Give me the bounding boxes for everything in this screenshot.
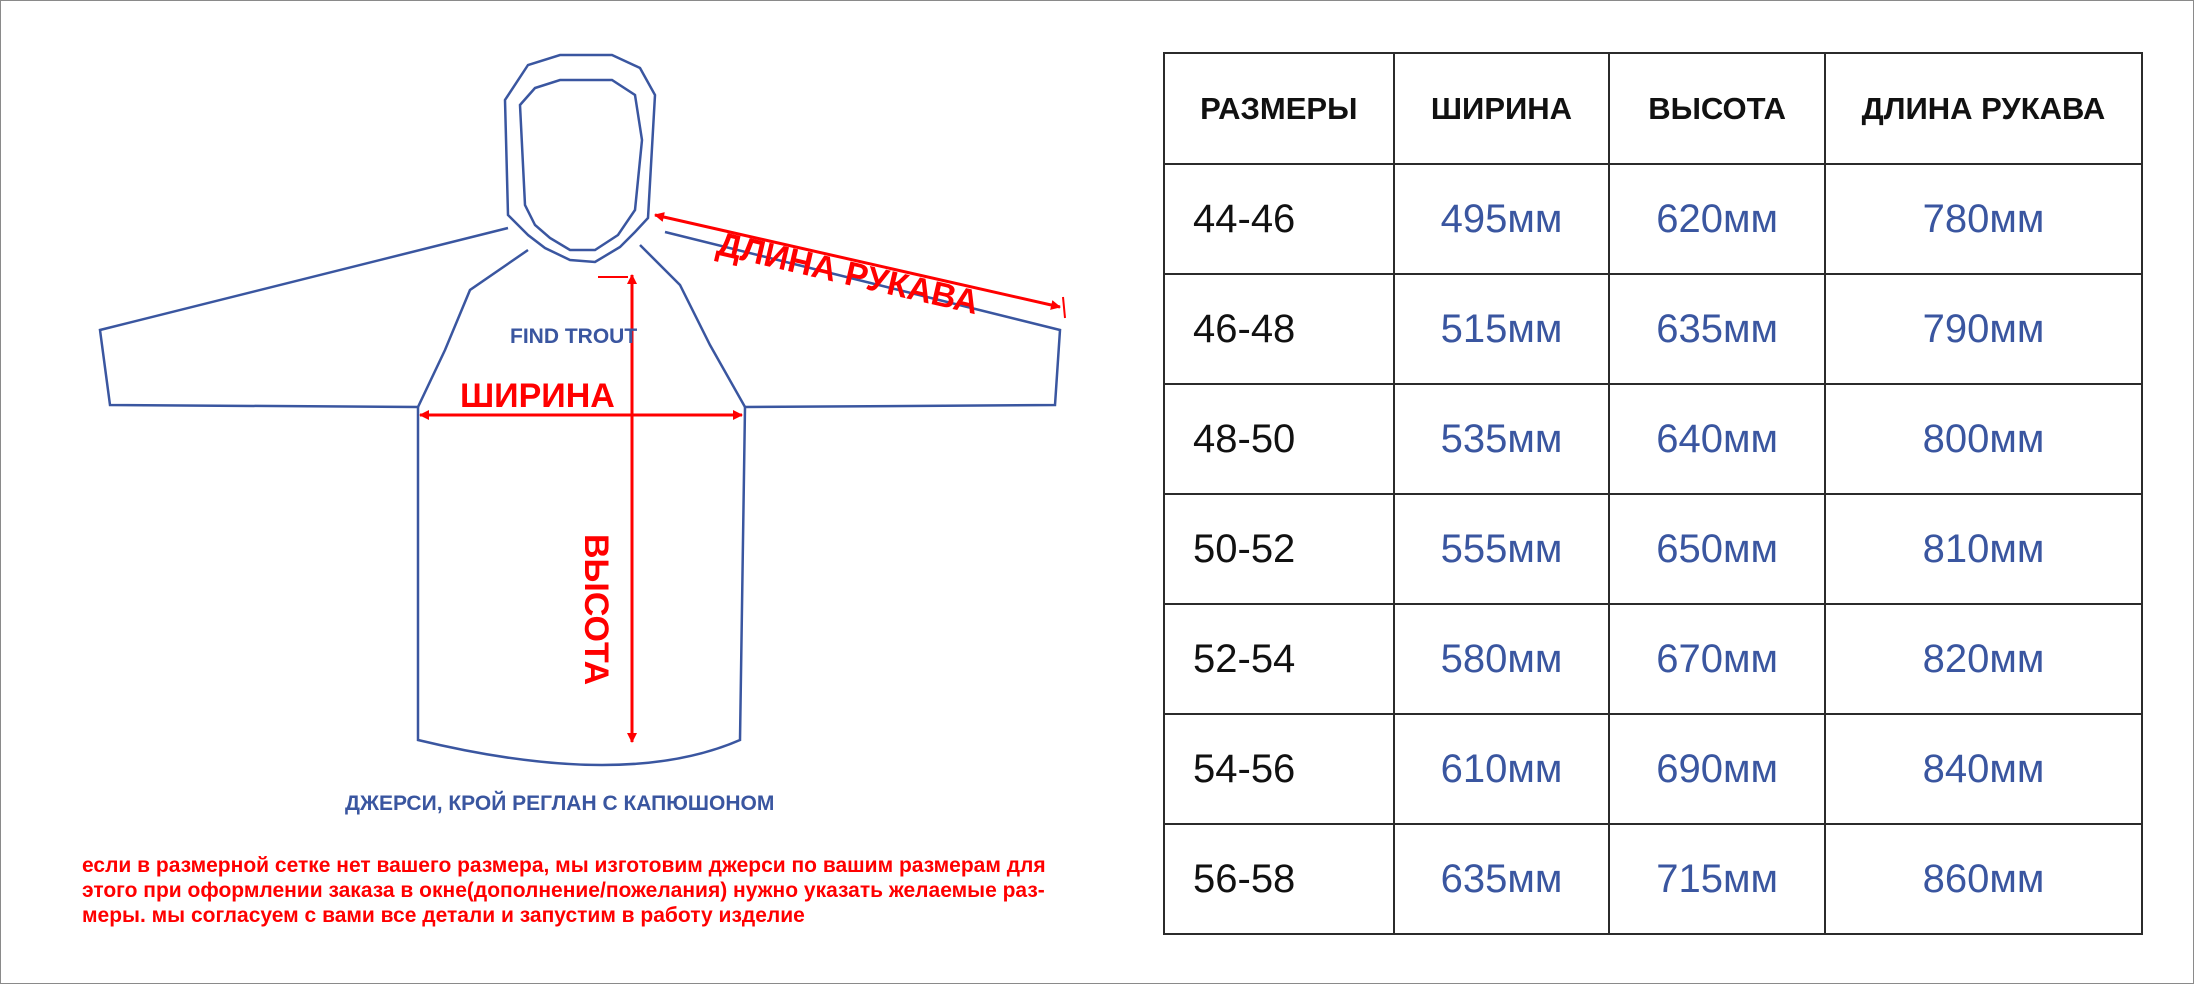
height-cell: 690мм xyxy=(1609,714,1825,824)
note-line: если в размерной сетке нет вашего размера, мы изготовим джерси по вашим размерам для xyxy=(82,854,1046,877)
sleeve-cell: 780мм xyxy=(1825,164,2142,274)
sleeve-cell: 800мм xyxy=(1825,384,2142,494)
sleeve-length-label: ДЛИНА РУКАВА xyxy=(713,225,983,323)
width-cell: 610мм xyxy=(1394,714,1610,824)
height-cell: 640мм xyxy=(1609,384,1825,494)
note-line: меры. мы согласуем с вами все детали и запустим в работу изделие xyxy=(82,904,805,927)
size-cell: 50-52 xyxy=(1164,494,1394,604)
width-cell: 555мм xyxy=(1394,494,1610,604)
hood-inner xyxy=(520,80,642,250)
hood-outer xyxy=(505,55,655,262)
width-cell: 580мм xyxy=(1394,604,1610,714)
sleeve-cell: 840мм xyxy=(1825,714,2142,824)
height-cell: 635мм xyxy=(1609,274,1825,384)
height-cell: 620мм xyxy=(1609,164,1825,274)
width-cell: 535мм xyxy=(1394,384,1610,494)
sleeve-cell: 860мм xyxy=(1825,824,2142,934)
table-header-row xyxy=(1164,53,2142,164)
right-raglan-seam xyxy=(640,245,745,407)
sleeve-tick xyxy=(1063,297,1065,318)
table-row xyxy=(1164,824,2142,934)
header-sleeve-length: ДЛИНА РУКАВА xyxy=(1825,53,2142,164)
size-cell: 44-46 xyxy=(1164,164,1394,274)
width-cell: 635мм xyxy=(1394,824,1610,934)
sleeve-cell: 810мм xyxy=(1825,494,2142,604)
sleeve-cell: 820мм xyxy=(1825,604,2142,714)
sleeve-cell: 790мм xyxy=(1825,274,2142,384)
width-label: ШИРИНА xyxy=(460,377,615,415)
size-cell: 56-58 xyxy=(1164,824,1394,934)
size-cell: 48-50 xyxy=(1164,384,1394,494)
width-cell: 495мм xyxy=(1394,164,1610,274)
table-row xyxy=(1164,494,2142,604)
table-row xyxy=(1164,274,2142,384)
table-row xyxy=(1164,714,2142,824)
note-line: этого при оформлении заказа в окне(дополнение/пожелания) нужно указать желаемые раз- xyxy=(82,879,1045,902)
width-cell: 515мм xyxy=(1394,274,1610,384)
table-row xyxy=(1164,164,2142,274)
header-height: ВЫСОТА xyxy=(1609,53,1825,164)
height-cell: 670мм xyxy=(1609,604,1825,714)
size-cell: 54-56 xyxy=(1164,714,1394,824)
header-sizes: РАЗМЕРЫ xyxy=(1164,53,1394,164)
header-width: ШИРИНА xyxy=(1394,53,1610,164)
table-row xyxy=(1164,604,2142,714)
height-cell: 650мм xyxy=(1609,494,1825,604)
custom-size-note xyxy=(82,853,1142,928)
table-row xyxy=(1164,384,2142,494)
height-label: ВЫСОТА xyxy=(577,534,615,686)
size-cell: 46-48 xyxy=(1164,274,1394,384)
size-cell: 52-54 xyxy=(1164,604,1394,714)
diagram-caption: ДЖЕРСИ, КРОЙ РЕГЛАН С КАПЮШОНОМ xyxy=(345,792,775,815)
brand-text: FIND TROUT xyxy=(510,325,638,348)
height-cell: 715мм xyxy=(1609,824,1825,934)
size-table xyxy=(1163,52,2143,935)
